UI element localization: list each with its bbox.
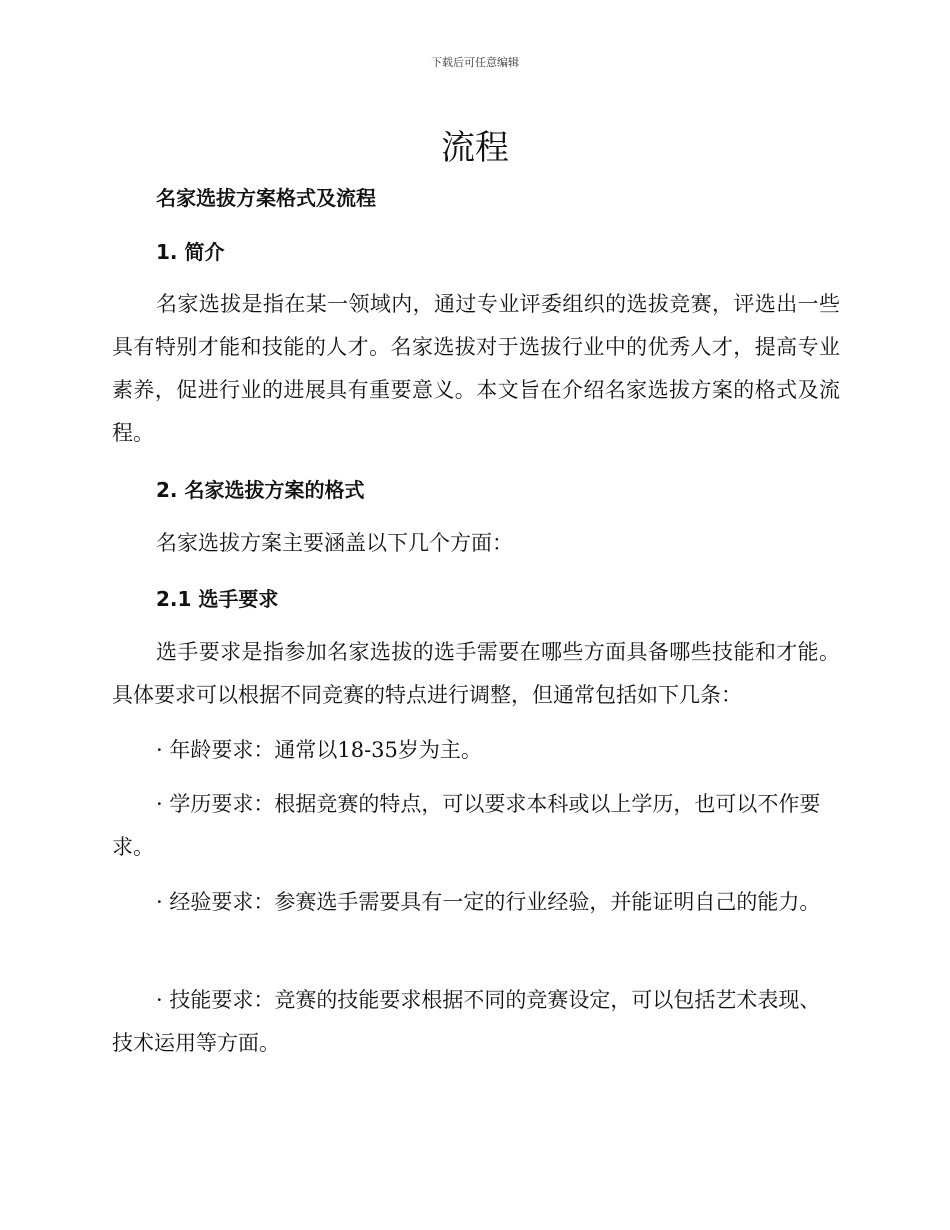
bullet-education (112, 783, 840, 869)
section-requirements-heading-text: 2.1 选手要求 (156, 587, 279, 611)
list-item: · 年龄要求：通常以18-35岁为主。 (156, 738, 482, 762)
section-requirements-body (112, 631, 840, 717)
intro-paragraph: 名家选拔是指在某一领域内，通过专业评委组织的选拔竞赛，评选出一些具有特别才能和技能的人才。名家选拔对于选拔行业中的优秀人才，提高专业素养，促进行业的进展具有重要意义。本文旨在介绍名家选拔方案的格式及流程。 (112, 292, 840, 445)
list-item: · 经验要求：参赛选手需要具有一定的行业经验，并能证明自己的能力。 (156, 890, 821, 914)
section-intro-heading-text: 1. 简介 (156, 240, 225, 264)
section-intro-heading (112, 238, 840, 266)
bullet-age (112, 729, 840, 772)
section-format-heading (112, 476, 840, 504)
requirements-paragraph: 选手要求是指参加名家选拔的选手需要在哪些方面具备哪些技能和才能。具体要求可以根据不同竞赛的特点进行调整，但通常包括如下几条： (112, 640, 840, 707)
document-heading-text: 名家选拔方案格式及流程 (156, 186, 376, 210)
list-item: · 技能要求：竞赛的技能要求根据不同的竞赛设定，可以包括艺术表现、技术运用等方面。 (112, 988, 821, 1055)
section-format-body (112, 522, 840, 565)
section-intro-body (112, 283, 840, 455)
list-item: · 学历要求：根据竞赛的特点，可以要求本科或以上学历，也可以不作要求。 (112, 792, 821, 859)
document-heading (112, 184, 840, 212)
section-format-heading-text: 2. 名家选拔方案的格式 (156, 478, 365, 502)
document-title: 流程 (441, 128, 509, 168)
section-requirements-heading (112, 585, 840, 613)
page-header-note: 下载后可任意编辑 (431, 56, 519, 69)
format-paragraph: 名家选拔方案主要涵盖以下几个方面： (156, 531, 513, 555)
bullet-skills (112, 979, 840, 1065)
bullet-experience (112, 881, 840, 924)
